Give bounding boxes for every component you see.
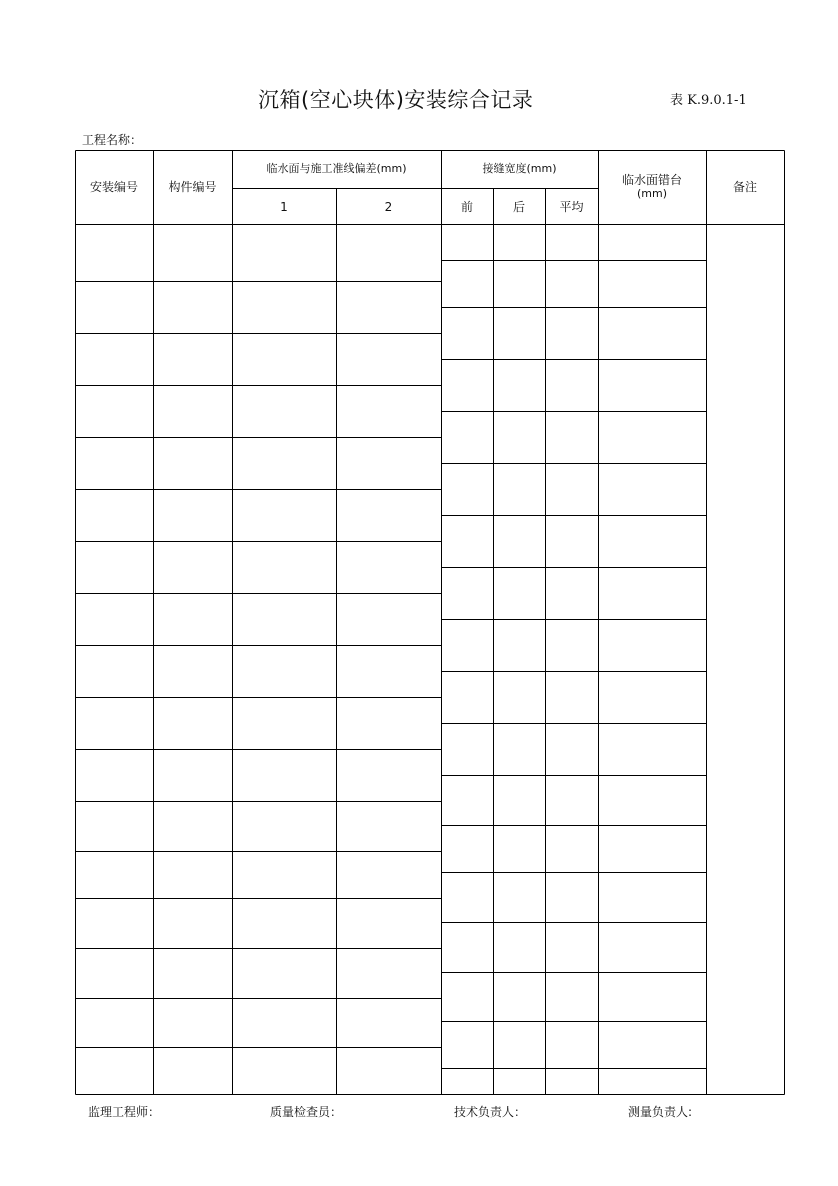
header-remarks: 备注 (732, 180, 757, 194)
header-deviation-1: 1 (280, 200, 288, 214)
header-joint-front: 前 (460, 200, 473, 214)
document-title: 沉箱(空心块体)安装综合记录 (258, 88, 534, 112)
header-deviation: 临水面与施工准线偏差(mm) (266, 162, 407, 175)
project-name-label: 工程名称： (82, 133, 143, 147)
footer-supervisor: 监理工程师： (88, 1105, 161, 1119)
header-joint-avg: 平均 (559, 200, 584, 214)
header-deviation-2: 2 (384, 200, 393, 214)
footer-survey-lead: 测量负责人: (628, 1105, 693, 1119)
footer-tech-lead: 技术负责人： (454, 1105, 527, 1119)
footer-quality-inspector: 质量检查员： (270, 1105, 343, 1119)
header-misalignment: 临水面错台 (621, 173, 682, 187)
header-member-no: 构件编号 (168, 180, 217, 194)
header-joint-width: 接缝宽度(mm) (482, 162, 557, 175)
table-code: 表 K.9.0.1-1 (670, 93, 747, 108)
header-install-no: 安装编号 (89, 180, 138, 194)
header-joint-back: 后 (512, 200, 525, 214)
header-misalignment-unit: (mm) (636, 187, 667, 200)
